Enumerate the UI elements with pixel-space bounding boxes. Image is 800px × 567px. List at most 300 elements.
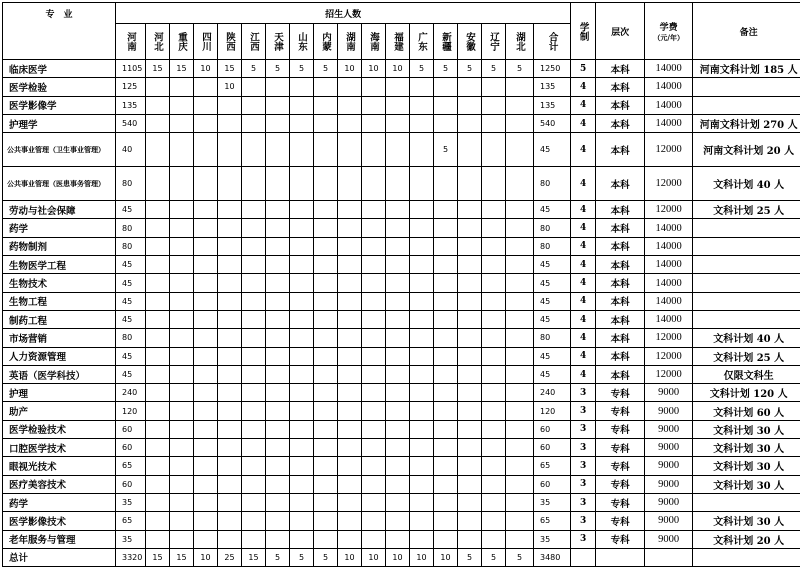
duration: 3 [571,530,596,548]
enrollment-count [410,292,434,310]
table-row [3,457,800,475]
enrollment-count [458,78,482,96]
enrollment-count [410,347,434,365]
enrollment-plan-table [2,2,798,559]
enrollment-count [386,530,410,548]
enrollment-count [434,329,458,347]
enrollment-count [482,347,506,365]
enrollment-count [146,530,170,548]
row-total: 240 [534,384,571,402]
header-province: 内蒙 [314,24,338,60]
enrollment-count [266,256,290,274]
enrollment-count [146,256,170,274]
row-total: 45 [534,292,571,310]
header-province: 河北 [146,24,170,60]
header-fee [645,3,693,60]
row-total: 35 [534,493,571,511]
enrollment-count [290,365,314,383]
enrollment-count [434,114,458,132]
enrollment-count [170,457,194,475]
enrollment-count [314,402,338,420]
duration: 4 [571,329,596,347]
enrollment-count [170,439,194,457]
enrollment-count [338,493,362,511]
enrollment-count: 65 [116,512,146,530]
enrollment-count [434,347,458,365]
enrollment-count [458,274,482,292]
enrollment-count: 65 [116,457,146,475]
enrollment-count: 35 [116,493,146,511]
enrollment-count [314,274,338,292]
enrollment-count [242,329,266,347]
enrollment-count [314,384,338,402]
enrollment-count: 45 [116,274,146,292]
enrollment-count [290,114,314,132]
enrollment-count [266,114,290,132]
enrollment-count [290,256,314,274]
enrollment-count [410,493,434,511]
level: 专科 [596,457,645,475]
enrollment-count [194,384,218,402]
enrollment-count [338,457,362,475]
enrollment-count [146,96,170,114]
enrollment-count [194,347,218,365]
enrollment-count [458,530,482,548]
header-province: 湖北 [506,24,534,60]
header-fee-label: 学费 [645,20,692,33]
enrollment-count [458,96,482,114]
enrollment-count [146,384,170,402]
enrollment-count: 45 [116,256,146,274]
enrollment-count: 45 [116,347,146,365]
fee: 14000 [645,310,693,328]
totals-row [3,548,800,566]
grand-total: 3480 [534,548,571,566]
enrollment-count [338,292,362,310]
enrollment-count [218,512,242,530]
enrollment-count: 45 [116,201,146,219]
enrollment-count [242,347,266,365]
enrollment-count [410,420,434,438]
duration: 5 [571,60,596,78]
major-name: 生物医学工程 [3,256,116,274]
enrollment-count [218,292,242,310]
major-name: 医学检验技术 [3,420,116,438]
enrollment-count [146,493,170,511]
enrollment-count [386,420,410,438]
enrollment-count [362,329,386,347]
enrollment-count [410,402,434,420]
enrollment-count [458,347,482,365]
enrollment-count [314,530,338,548]
enrollment-count [506,237,534,255]
enrollment-count [194,493,218,511]
enrollment-count [410,78,434,96]
enrollment-count [194,530,218,548]
enrollment-count [386,219,410,237]
enrollment-count [386,493,410,511]
enrollment-count [170,420,194,438]
enrollment-count [218,493,242,511]
enrollment-count [386,96,410,114]
enrollment-count [170,256,194,274]
table-row [3,256,800,274]
enrollment-count [482,365,506,383]
row-total: 45 [534,365,571,383]
fee: 12000 [645,133,693,167]
level: 专科 [596,384,645,402]
note [693,237,800,255]
enrollment-count [290,96,314,114]
enrollment-count [458,457,482,475]
enrollment-count [146,402,170,420]
enrollment-count [362,475,386,493]
enrollment-count [290,219,314,237]
enrollment-count [314,133,338,167]
major-name: 医学检验 [3,78,116,96]
enrollment-count [338,78,362,96]
note: 文科计划 30 人 [693,439,800,457]
enrollment-count [506,420,534,438]
enrollment-count [170,475,194,493]
enrollment-count [434,402,458,420]
table-row [3,329,800,347]
enrollment-count [242,96,266,114]
table-row [3,384,800,402]
enrollment-count [458,256,482,274]
fee: 14000 [645,237,693,255]
enrollment-count [314,475,338,493]
enrollment-count [242,219,266,237]
major-name: 药学 [3,493,116,511]
enrollment-count [242,512,266,530]
enrollment-count [410,96,434,114]
enrollment-count: 5 [410,60,434,78]
enrollment-count [218,201,242,219]
enrollment-count [338,402,362,420]
table-row [3,167,800,201]
enrollment-count [506,133,534,167]
note [693,78,800,96]
enrollment-count [242,292,266,310]
major-name: 医学影像技术 [3,512,116,530]
enrollment-count [266,292,290,310]
enrollment-count [290,78,314,96]
enrollment-count [194,201,218,219]
table-row [3,292,800,310]
enrollment-count [170,310,194,328]
level: 本科 [596,274,645,292]
note: 河南文科计划 20 人 [693,133,800,167]
major-name: 医学影像学 [3,96,116,114]
enrollment-count [146,475,170,493]
enrollment-count: 80 [116,237,146,255]
enrollment-count [362,96,386,114]
enrollment-count [506,114,534,132]
enrollment-count [386,256,410,274]
enrollment-count [386,310,410,328]
enrollment-count [290,493,314,511]
enrollment-count [410,201,434,219]
enrollment-count [386,78,410,96]
row-total: 60 [534,439,571,457]
enrollment-count [266,78,290,96]
enrollment-count [482,475,506,493]
enrollment-count [362,237,386,255]
enrollment-count: 10 [338,60,362,78]
enrollment-count [434,457,458,475]
level: 本科 [596,256,645,274]
enrollment-count [338,201,362,219]
enrollment-count [506,402,534,420]
level: 专科 [596,420,645,438]
enrollment-count [170,219,194,237]
enrollment-count [242,384,266,402]
enrollment-count [218,274,242,292]
total-count: 3320 [116,548,146,566]
row-total: 45 [534,256,571,274]
duration: 4 [571,292,596,310]
enrollment-count [194,256,218,274]
enrollment-count [482,167,506,201]
table-row [3,512,800,530]
enrollment-count [314,167,338,201]
major-name: 生物工程 [3,292,116,310]
enrollment-count [434,475,458,493]
table-row [3,96,800,114]
enrollment-count [170,201,194,219]
enrollment-count [314,237,338,255]
major-name: 生物技术 [3,274,116,292]
enrollment-count [242,439,266,457]
fee: 14000 [645,114,693,132]
enrollment-count: 80 [116,329,146,347]
enrollment-count [410,256,434,274]
enrollment-count: 5 [266,60,290,78]
enrollment-count [314,256,338,274]
duration: 4 [571,219,596,237]
enrollment-count [506,530,534,548]
enrollment-count [290,167,314,201]
note: 文科计划 120 人 [693,384,800,402]
major-name: 老年服务与管理 [3,530,116,548]
enrollment-count: 15 [218,60,242,78]
enrollment-count [314,347,338,365]
enrollment-count [218,96,242,114]
enrollment-count [482,114,506,132]
enrollment-count [314,219,338,237]
header-fee-unit: （元/年） [645,33,692,43]
enrollment-count [338,96,362,114]
enrollment-count [458,493,482,511]
enrollment-count [386,201,410,219]
enrollment-count [458,402,482,420]
enrollment-count [362,365,386,383]
duration: 4 [571,256,596,274]
enrollment-count [482,457,506,475]
duration: 3 [571,457,596,475]
fee: 14000 [645,219,693,237]
note: 文科计划 20 人 [693,530,800,548]
enrollment-count: 10 [218,78,242,96]
enrollment-count [314,292,338,310]
enrollment-count [338,256,362,274]
enrollment-count [386,167,410,201]
enrollment-count [290,384,314,402]
enrollment-count: 5 [290,60,314,78]
level: 本科 [596,365,645,383]
enrollment-count [338,512,362,530]
row-total: 540 [534,114,571,132]
enrollment-count [482,78,506,96]
empty-cell [645,548,693,566]
total-count: 10 [338,548,362,566]
enrollment-count [434,201,458,219]
enrollment-count [314,114,338,132]
table-row [3,237,800,255]
enrollment-count [482,96,506,114]
row-total: 80 [534,237,571,255]
enrollment-count [146,201,170,219]
note: 文科计划 25 人 [693,347,800,365]
enrollment-count [290,402,314,420]
table-row [3,219,800,237]
major-name: 公共事业管理（卫生事业管理） [3,133,116,167]
fee: 9000 [645,493,693,511]
enrollment-count [242,365,266,383]
enrollment-count [362,167,386,201]
enrollment-count [314,201,338,219]
enrollment-count [170,530,194,548]
header-province: 山东 [290,24,314,60]
level: 本科 [596,201,645,219]
enrollment-count [290,133,314,167]
duration: 4 [571,114,596,132]
note: 文科计划 25 人 [693,201,800,219]
enrollment-count [434,420,458,438]
level: 本科 [596,133,645,167]
enrollment-count [506,493,534,511]
enrollment-count [146,167,170,201]
enrollment-table [2,2,800,567]
enrollment-count [290,292,314,310]
enrollment-count [290,475,314,493]
fee: 9000 [645,530,693,548]
row-total: 45 [534,133,571,167]
table-row [3,114,800,132]
enrollment-count [218,347,242,365]
enrollment-count [338,475,362,493]
fee: 14000 [645,78,693,96]
note [693,219,800,237]
enrollment-count [338,219,362,237]
enrollment-count [338,329,362,347]
fee: 14000 [645,256,693,274]
enrollment-count [386,402,410,420]
header-level: 层次 [596,3,645,60]
enrollment-count [338,167,362,201]
enrollment-count [410,237,434,255]
enrollment-count [338,420,362,438]
enrollment-count [146,219,170,237]
duration: 3 [571,475,596,493]
enrollment-count [266,384,290,402]
enrollment-count [482,530,506,548]
duration: 4 [571,274,596,292]
enrollment-count [218,439,242,457]
enrollment-count [146,78,170,96]
enrollment-count [410,114,434,132]
enrollment-count [266,237,290,255]
enrollment-count [338,274,362,292]
enrollment-count [482,219,506,237]
enrollment-count: 60 [116,439,146,457]
empty-cell [596,548,645,566]
enrollment-count [410,475,434,493]
enrollment-count [194,439,218,457]
enrollment-count [482,201,506,219]
table-row [3,133,800,167]
total-count: 10 [386,548,410,566]
level: 专科 [596,475,645,493]
header-province: 广东 [410,24,434,60]
enrollment-count [434,310,458,328]
row-total: 45 [534,274,571,292]
enrollment-count [386,237,410,255]
major-name: 制药工程 [3,310,116,328]
enrollment-count [314,365,338,383]
enrollment-count [434,167,458,201]
enrollment-count [290,329,314,347]
header-province: 辽宁 [482,24,506,60]
major-name: 药物制剂 [3,237,116,255]
enrollment-count [386,114,410,132]
total-count: 5 [482,548,506,566]
major-name: 市场营销 [3,329,116,347]
enrollment-count [290,420,314,438]
enrollment-count [506,96,534,114]
enrollment-count [146,439,170,457]
enrollment-count [458,384,482,402]
row-total: 135 [534,96,571,114]
enrollment-count: 5 [314,60,338,78]
enrollment-count [314,457,338,475]
enrollment-count [242,133,266,167]
enrollment-count [266,133,290,167]
table-row [3,365,800,383]
enrollment-count [458,114,482,132]
header-note: 备注 [693,3,800,60]
header-province: 河南 [116,24,146,60]
row-total: 60 [534,475,571,493]
duration: 4 [571,347,596,365]
enrollment-count [386,475,410,493]
enrollment-count [218,133,242,167]
fee: 9000 [645,420,693,438]
duration: 4 [571,365,596,383]
enrollment-count [386,133,410,167]
enrollment-count [170,329,194,347]
major-name: 人力资源管理 [3,347,116,365]
enrollment-count [266,420,290,438]
level: 本科 [596,237,645,255]
enrollment-count [266,329,290,347]
enrollment-count [290,512,314,530]
enrollment-count [242,237,266,255]
enrollment-count [386,292,410,310]
enrollment-count [506,292,534,310]
enrollment-count [506,439,534,457]
